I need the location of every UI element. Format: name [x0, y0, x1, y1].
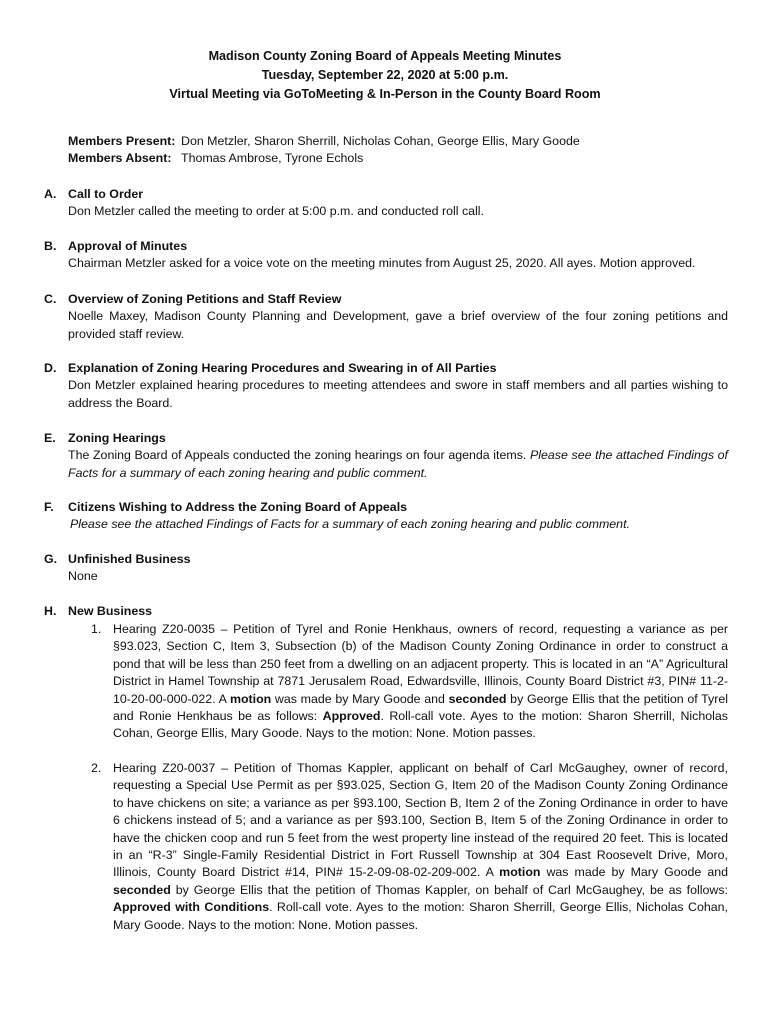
new-business-item-2	[68, 760, 728, 934]
section-call-to-order	[44, 186, 728, 221]
section-title: Overview of Zoning Petitions and Staff Review	[68, 292, 342, 306]
section-letter: C.	[44, 292, 57, 306]
list-item	[68, 760, 728, 934]
members-absent-value: Thomas Ambrose, Tyrone Echols	[181, 151, 364, 166]
section-title: Unfinished Business	[68, 552, 191, 566]
members-block	[68, 133, 728, 168]
section-body: Don Metzler called the meeting to order at 5:00 p.m. and conducted roll call.	[68, 204, 484, 219]
section-body: Don Metzler explained hearing procedures to meeting attendees and swore in staff members and all parties wishing to address the Board.	[68, 378, 728, 410]
item-number: 1.	[91, 622, 102, 636]
members-present-value: Don Metzler, Sharon Sherrill, Nicholas Cohan, George Ellis, Mary Goode	[181, 134, 580, 148]
section-body-italic: Please see the attached Findings of Facts for a summary of each zoning hearing and public comment.	[70, 517, 630, 532]
section-new-business	[44, 603, 728, 620]
members-present-label: Members Present:	[68, 134, 176, 148]
section-citizens	[44, 499, 728, 534]
section-title: Citizens Wishing to Address the Zoning Board of Appeals	[68, 500, 408, 514]
new-business-item-1	[68, 621, 728, 743]
section-letter: F.	[44, 500, 54, 514]
header-date: Tuesday, September 22, 2020 at 5:00 p.m.	[261, 68, 509, 82]
section-letter: A.	[44, 187, 57, 201]
section-title: Call to Order	[68, 187, 144, 201]
item-text: Hearing Z20-0037 – Petition of Thomas Kappler, applicant on behalf of Carl McGaughey, owner of record, requesting a Special Use Permit as per §93.025, Section G, Item 20 of the Madison County Zoning Ordinance to have chickens on site; a variance as per §93.100, Section B, Item 2 of the Zoning Ordinance in order to have 6 chickens instead of 5; and a variance as per §93.100, Section B, Item 5 of the Zoning Ordinance in order to have the chicken coop and run 5 feet from the west property line instead of the required 20 feet. This is located in an “R-3” Single-Family Residential District in Fort Russell Township at 304 East Roosevelt Drive, Moro, Illinois, County Board District #14, PIN# 15-2-09-08-02-209-002. A motion was made by Mary Goode and seconded by George Ellis that the petition of Thomas Kappler, on behalf of Carl McGaughey, be as follows: Approved with Conditions. Roll-call vote. Ayes to the motion: Sharon Sherrill, George Ellis, Nicholas Cohan, Mary Goode. Nays to the motion: None. Motion passes.	[113, 761, 728, 932]
item-text: Hearing Z20-0035 – Petition of Tyrel and Ronie Henkhaus, owners of record, requesting a variance as per §93.023, Section C, Item 3, Subsection (b) of the Madison County Zoning Ordinance in order to construct a pond that will be less than 250 feet from a dwelling on an adjacent property. This is located in an “A” Agricultural District in Hamel Township at 7871 Jerusalem Road, Edwardsville, Illinois, County Board District #3, PIN# 11-2-10-20-00-000-022. A motion was made by Mary Goode and seconded by George Ellis that the petition of Tyrel and Ronie Henkhaus be as follows: Approved. Roll-call vote. Ayes to the motion: Sharon Sherrill, Nicholas Cohan, George Ellis, Mary Goode. Nays to the motion: None. Motion passes.	[113, 622, 729, 741]
document-header	[0, 47, 770, 104]
section-body	[68, 447, 728, 482]
item-number: 2.	[91, 761, 102, 775]
section-body: Noelle Maxey, Madison County Planning and Development, gave a brief overview of the four zoning petitions and provided staff review.	[68, 309, 728, 341]
section-letter: D.	[44, 361, 57, 375]
members-present-row	[68, 133, 728, 150]
members-absent-row	[68, 150, 728, 167]
section-unfinished-business	[44, 551, 728, 586]
section-body-text: The Zoning Board of Appeals conducted the zoning hearings on four agenda items.	[68, 448, 527, 463]
list-item	[68, 621, 728, 743]
members-absent-label: Members Absent:	[68, 151, 172, 166]
section-letter: H.	[44, 604, 57, 618]
section-letter: G.	[44, 552, 58, 566]
section-letter: E.	[44, 431, 56, 445]
section-body	[68, 516, 728, 533]
section-title: New Business	[68, 604, 153, 618]
section-hearing-procedures	[44, 360, 728, 412]
header-location: Virtual Meeting via GoToMeeting & In-Person in the County Board Room	[169, 87, 601, 101]
section-approval-of-minutes	[44, 238, 728, 273]
section-body: Chairman Metzler asked for a voice vote on the meeting minutes from August 25, 2020. All ayes. Motion approved.	[68, 256, 696, 271]
header-title: Madison County Zoning Board of Appeals Meeting Minutes	[208, 49, 562, 63]
section-body-italic: Please see the attached Findings of Facts for a summary of each zoning hearing and public comment.	[68, 448, 728, 480]
section-title: Explanation of Zoning Hearing Procedures and Swearing in of All Parties	[68, 361, 497, 375]
section-title: Approval of Minutes	[68, 239, 188, 253]
section-letter: B.	[44, 239, 57, 253]
section-body: None	[68, 569, 98, 584]
section-title: Zoning Hearings	[68, 431, 166, 445]
section-overview	[44, 291, 728, 343]
section-zoning-hearings	[44, 430, 728, 482]
